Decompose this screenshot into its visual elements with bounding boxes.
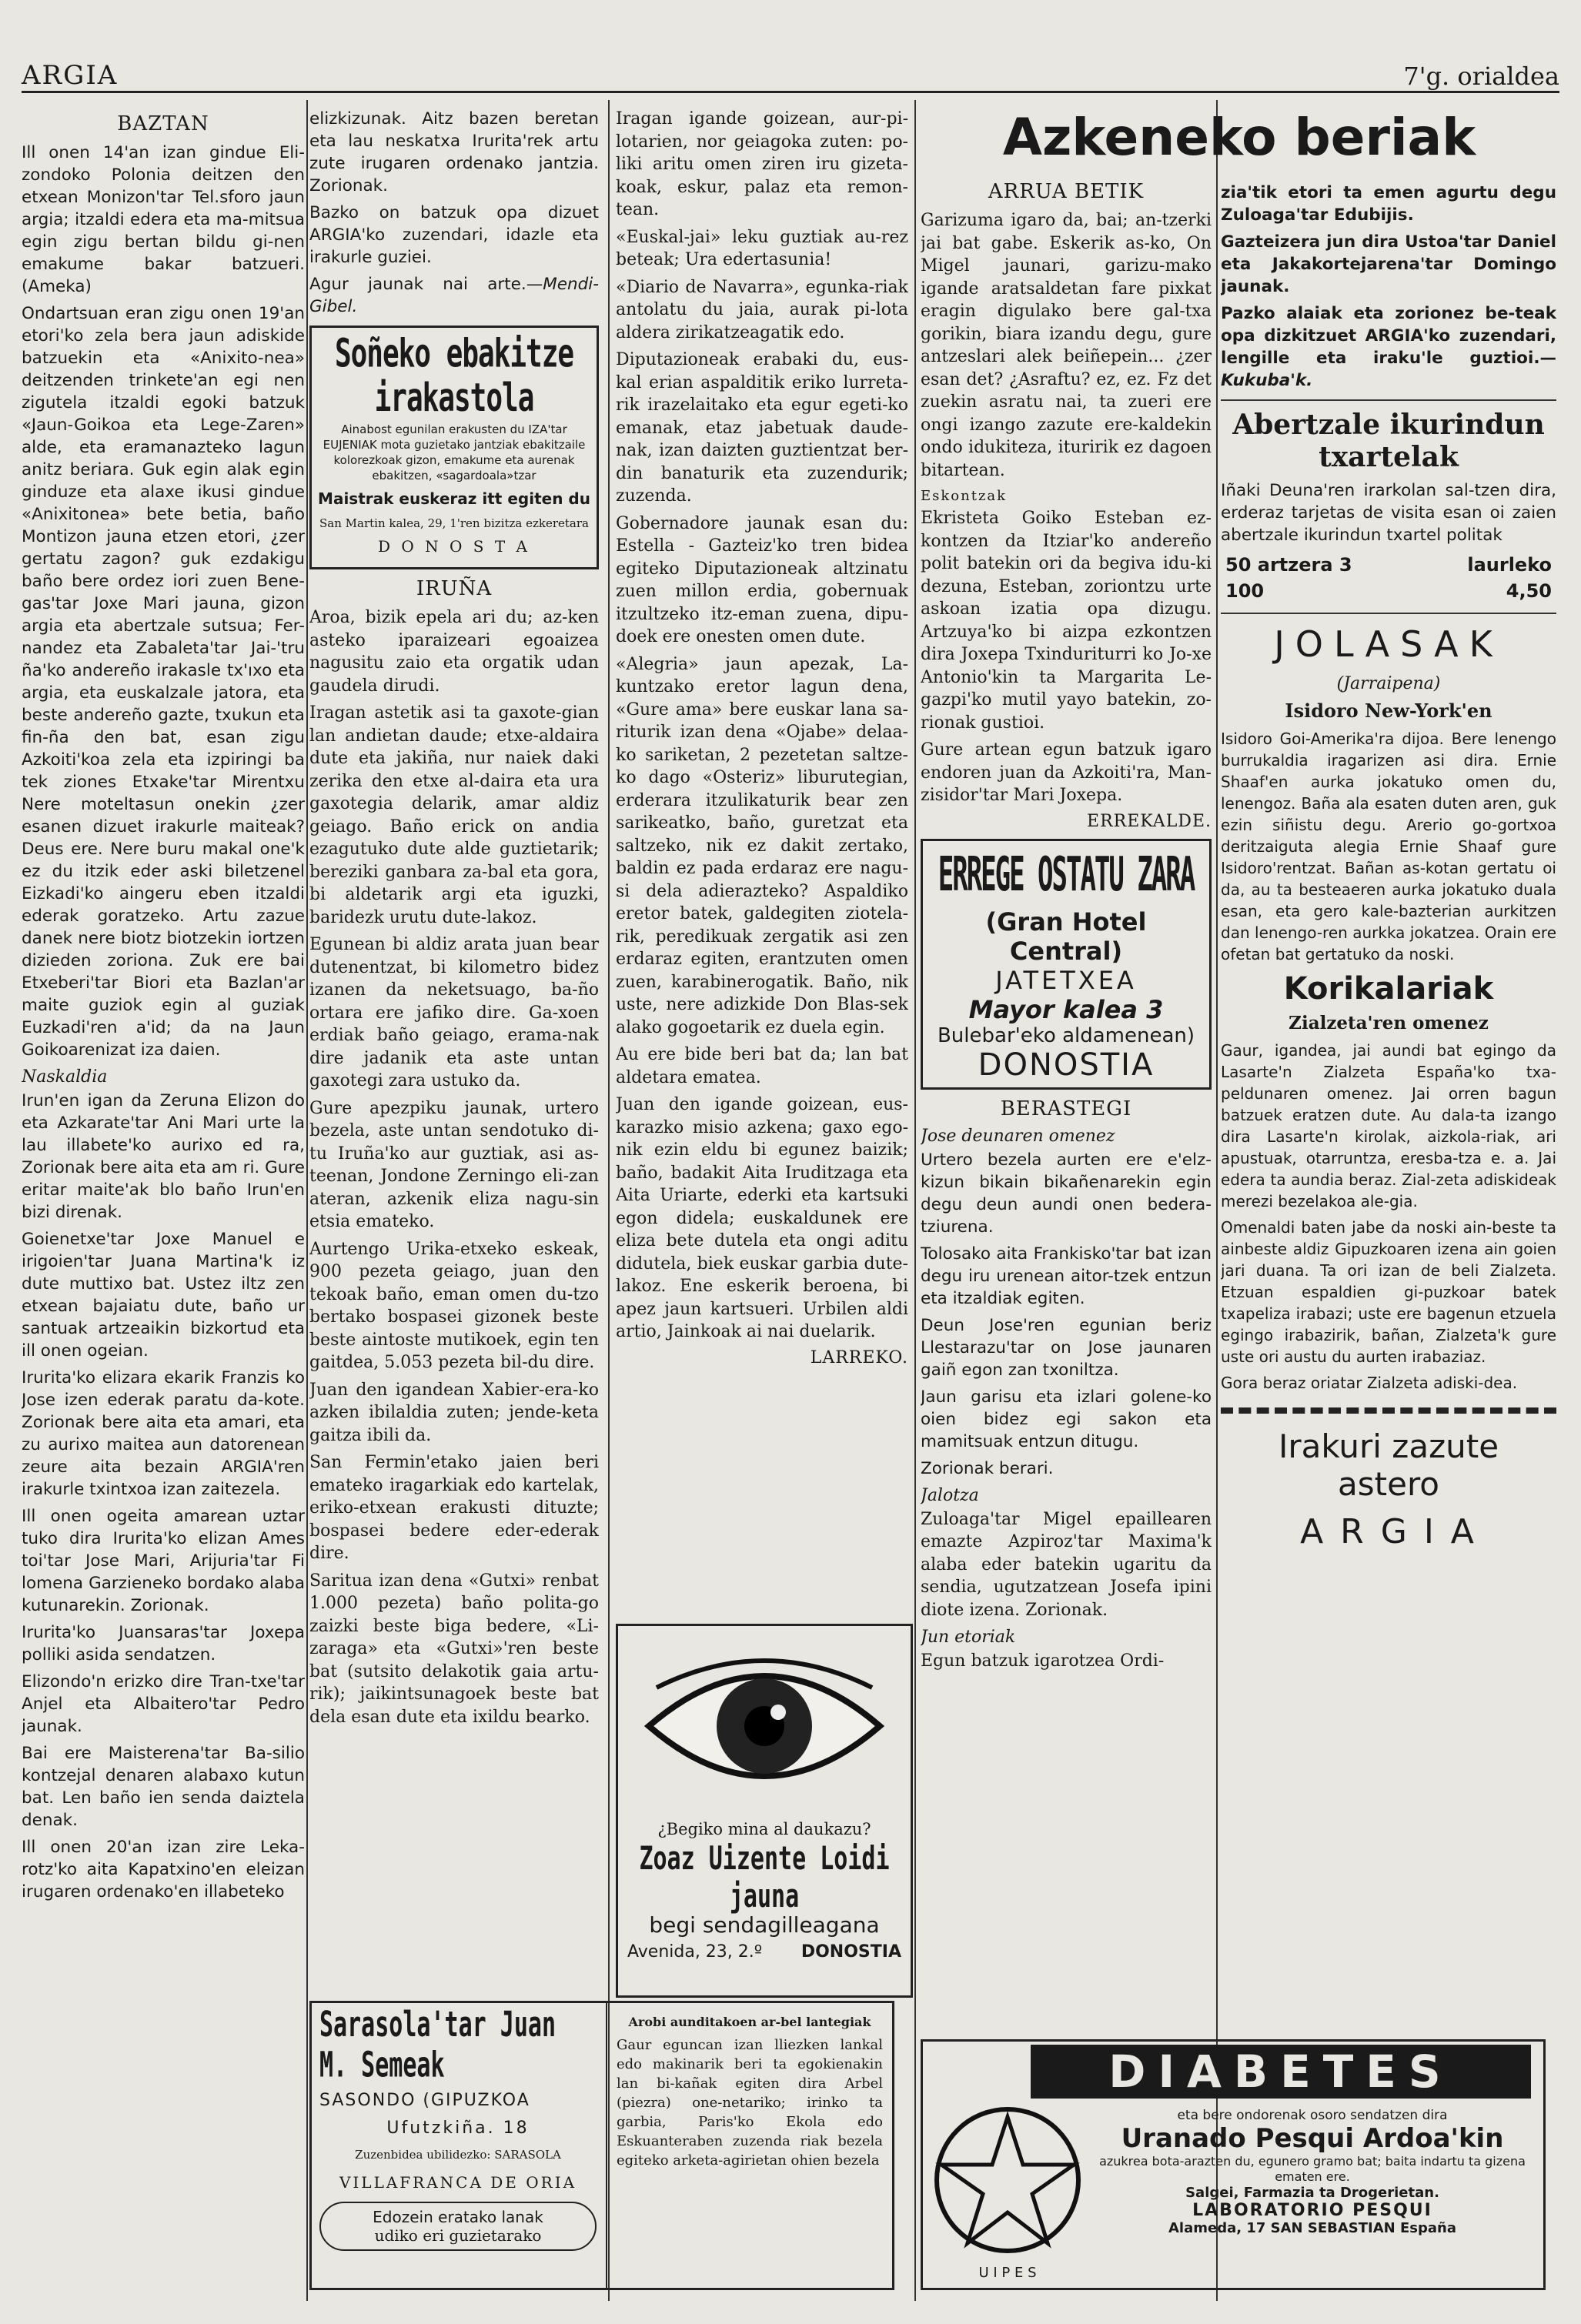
argia-promo-line: Irakuri zazute — [1278, 1427, 1499, 1465]
ad-line: VILLAFRANCA DE ORIA — [339, 2172, 577, 2192]
column-rule — [608, 100, 610, 2301]
section-title-korikalariak: Korikalariak — [1283, 971, 1494, 1007]
article-paragraph: Ill onen ogeita amarean uztar tuko dira Irurita'ko elizan Ames toi'tar Jose Mari, Arijuria'tar Fi lomena Garzieneko bordako alaba kutunarekin. Zorionak. — [22, 1507, 305, 1615]
article-paragraph: Tolosako aita Frankisko'tar bat izan degu iru urenean aitor-tzek entzun eta itzaldiak egiten. — [921, 1244, 1212, 1308]
argia-promo-line: astero — [1338, 1465, 1439, 1503]
ad-line: Mayor kalea 3 — [968, 994, 1164, 1024]
ad-title: ERREGE OSTATU ZARA — [938, 846, 1195, 903]
article-paragraph: Aroa, bizik epela ari du; az-ken asteko iparaizeari egoaizea nagusitu zaio eta orgatik udan gaudela dirudi. — [309, 608, 599, 696]
article-paragraph: Iragan igande goizean, aur-pi-lotarien, nor geiagoka zuten: po-liki aritu omen ziren iru gizeta-koak, eskur, palaz eta remon-tean. — [616, 109, 908, 219]
article-paragraph: Gobernadore jaunak esan du: Estella - Gazteiz'ko tren bidea egiteko Diputazioneak altzinatu zuen millon erdia, gobernuak itzultzeko itz-eman zuena, dipu-doek ere onesten omen dute. — [616, 513, 908, 646]
article-paragraph: San Fermin'etako jaien beri emateko iragarkiak edo kartelak, eriko-etxean erakusti dituzte; bospasei bedere eder-ederak dire. — [309, 1453, 599, 1563]
author-signature: LARREKO. — [810, 1347, 908, 1367]
article-paragraph: Garizuma igaro da, bai; an-tzerki jai bat gabe. Eskerik as-ko, On Migel jaunari, garizu-mako igande aratsaldetan fare pixkat eragin digulako bere gal-txa gorikin, biara izandu degu, gure antzeslari alek beiñepein... ¿zer esan det? ¿Asraftu? ez, ez. Fz det zuekin asratu nai, ta zueri ere ongi izango zazute ere-kaldekin ondo idukiteza, ituririk ez dagoen bitartean. — [921, 211, 1212, 480]
article-paragraph: Zuloaga'tar Migel epaillearen emazte Azpiroz'tar Maxima'k alaba eder batekin ugaritu da sendia, ugutzatzean Josefa ipini diote izena. Zorionak. — [921, 1509, 1212, 1620]
article-paragraph: Aurtengo Urika-etxeko eskeak, 900 pezeta geiago, juan den tekoak baño, eman omen du-tzo bertako bospasei gizonek beste beste aintoste mutikoek, egin ten gaitdea, 5.053 pezeta bil-du dire. — [309, 1239, 599, 1372]
article-paragraph: Ondartsuan eran zigu onen 19'an etori'ko zela bera jaun adiskide batzuekin eta «Anixito-nea» deitzenden trinkete'an egi nen zigutela itzaldi egoki batzuk «Jaun-Goikoa eta Lege-Zaren» alde, eta eramanazteko lagun anitz beriara. Guk egin alak egin ginduze eta alaxe ikusi gindue «Anixitonea» bete betia, baño Montizon jauna etzen etori, ¿zer gertatu zagon? guk ezdakigu baño bere ordez iori zuen Bene-gas'tar Joxe Mari jauna, gizon argia eta abertzale sutsua; Fer-nandez eta Zabaleta'tar Jai-'tru ña'ko andereño irakasle tx'ıxo eta argia, eta euskalzale jatora, eta beste andereño gazte, txukun eta fin-ña den bat, esan zigu Azkoiti'koa zela eta izpiringi ba tek ziones Etxake'tar Mirentxu Nere moteltasun onekin ¿zer esanen dizuet irakurle maiteak? Deus ere. Nere buru makal one'k ez du itzik eder aski biletzenel Eizkadi'ko aingeru eben itzaldi ederak goratzeko. Artu zazue danek nere biotz biotzekin iortzen dizieden zoriona. Zuk ere bai Etxeberi'tar Biori eta Bazlan'ar maite guziok egin al guziak Euzkadi'ren a'id; da na Jaun Goikoarenizat iza daien. — [22, 304, 305, 1060]
article-paragraph — [309, 273, 599, 318]
article-paragraph: Diputazioneak erabaki du, eus-kal erian aspalditik eriko lurreta-rik irazelaitako eta egur egeti-ko emanak, etaz jabetuak daude-nak, izan daizten guztientzat ber-din banaturik eta zuzendurik; zuzenda. — [616, 350, 908, 506]
ad-line: JATETXEA — [995, 965, 1137, 995]
ad-line: Zuzenbidea ubilidezko: SARASOLA — [355, 2148, 561, 2162]
article-paragraph: Gora beraz oriatar Zialzeta adiski-dea. — [1221, 1374, 1518, 1392]
ad-oval — [319, 2202, 597, 2251]
ad-line: Alameda, 17 SAN SEBASTIAN España — [1168, 2220, 1456, 2236]
ad-street: Avenida, 23, 2.º — [627, 1942, 763, 1962]
article-paragraph: Goienetxe'tar Joxe Manuel e irigoien'tar Juana Martina'k iz dute muttixo bat. Ustez iltz zen etxean bajaiatu dute, baño ur santuak artzeaikin bizkortud eta ill onen ogeian. — [22, 1230, 305, 1361]
subheading: Jun etoriak — [921, 1628, 1016, 1647]
article-paragraph: Iñaki Deuna'ren irarkolan sal-tzen dira, erderaz tarjetas de visita esan oi zaien abertzale ikurindun txartel politak — [1221, 481, 1556, 545]
page-number: 7'g. orialdea — [1403, 62, 1559, 91]
article-paragraph: Gaur, igandea, jai aundi bat egingo da Lasarte'n Zialzeta España'ko txa-peldunaren omenez. Jai orren bagun batzuek eratzen dute. Au dala-ta izango dira Lasarte'n kirolak, aizkola-riak, ari apustuak, otarruntza, eresba-tza e. a. Jai edera ta aundia beraz. Zial-zeta adiskideak merezi bezelakoa ale-gia. — [1221, 1041, 1556, 1210]
price-value: laurleko — [1467, 554, 1552, 576]
article-paragraph: Iragan astetik asi ta gaxote-gian lan andietan daude; etxe-aldaira dute eta jakiña, nur naiek daki zerika den etxe al-daira eta ura gaxotegia delarik, amar aldiz geiago. Baño erick on andia ezagutuko dute alde guztietarik; bereziki ganbara za-bal eta gora, bi aldetarik argi eta iguzki, baridezk urutu dute-lakoz. — [309, 703, 599, 927]
article-paragraph: Gure apezpiku jaunak, urtero bezela, aste untan sendotuko di-tu Iruña'ko aur guztiak, asi as-teenan, Jondone Zerningo eli-zan ateran, azkenik eliza nagu-sin etsia emateko. — [309, 1098, 599, 1231]
headline-azkeneko-beriak: Azkeneko beriak — [1002, 108, 1476, 167]
ad-oval-line: udiko eri guzietarako — [374, 2226, 542, 2245]
ad-line: DONOSTIA — [978, 1047, 1155, 1083]
column-rule — [306, 100, 308, 2301]
ad-heading: Arobi aunditakoen ar-bel lantegiak — [628, 2015, 871, 2029]
article-paragraph: Saritua izan dena «Gutxi» renbat 1.000 pezeta) baño polita-go zaizki beste biga bedere, «Li-zaraga» eta «Gutxi»'ren beste bat (sutsito delakotik gaia artu-rik); jaikintsunagoek beste bat dela esan dute eta ixildu bearko. — [309, 1571, 599, 1727]
ad-address — [627, 1941, 901, 1964]
author-signature: Mendi-Gibel. — [309, 275, 599, 316]
ad-line: Ufutzkiña. 18 — [386, 2118, 530, 2138]
article-paragraph: Gure artean egun batzuk igaro endoren juan da Azkoiti'ra, Man-zisidor'tar Mari Joxepa. — [921, 740, 1212, 805]
article-paragraph: Irun'en igan da Zeruna Elizon do eta Azkarate'tar Ani Mari urte la lau illabete'ko aurixo ed ra, Zorionak bere aita eta am ri. Gure eritar maite'ak blo baño Irun'en bizi direnak. — [22, 1091, 305, 1222]
hotel-ad — [921, 839, 1212, 1090]
article-paragraph: Zorionak berari. — [921, 1458, 1054, 1478]
price-row — [1222, 579, 1555, 603]
article-paragraph: Deun Jose'ren egunian beriz Llestarazu'tar on Jose jaunaren gaiñ egon zan txoniltza. — [921, 1315, 1212, 1380]
ad-line: LABORATORIO PESQUI — [1192, 2201, 1432, 2220]
ad-divider — [606, 2003, 607, 2288]
article-paragraph: Gazteizera jun dira Ustoa'tar Daniel eta Jakakortejarena'tar Domingo jaunak. — [1221, 232, 1556, 296]
author-signature: ERREKALDE. — [1087, 811, 1212, 831]
article-paragraph: zia'tik etori ta emen agurtu degu Zuloaga'tar Edubijis. — [1221, 183, 1556, 225]
paper-name: ARGIA — [22, 60, 119, 91]
article-paragraph: Ill onen 20'an izan zire Leka-rotz'ko aita Kapatxino'en eleizan irugaren ordenako'en illabeteko — [22, 1838, 305, 1902]
column-4 — [921, 108, 1212, 2301]
ad-title: Zoaz Uizente Loidi jauna — [639, 1839, 890, 1915]
masthead — [22, 54, 1559, 93]
ad-city: DONOSTIA — [801, 1942, 901, 1962]
subheading: Isidoro New-York'en — [1285, 700, 1492, 722]
ad-title: DIABETES — [1031, 2045, 1531, 2099]
article-paragraph: Irurita'ko elizara ekarik Franzis ko Jose izen ederak paratu da-kote. Zorionak bere aita eta amari, eta zu aurixo maitea aun datorenean zeure aita bezain ARGIA'ren irakurle txintxoa izan zaitezela. — [22, 1368, 305, 1499]
ad-caption: ¿Begiko mina al daukazu? — [657, 1820, 871, 1838]
section-subtitle: (Jarraipena) — [1336, 674, 1441, 693]
article-paragraph: «Alegria» jaun apezak, La-kuntzako eretor lagun dena, «Gure ama» bere euskar lana sa-riturik izan dena «Ojabe» delaa-ko sariketan, 2 pezetetan saltze-ko dago «Osteriz» liburutegian, erderara itzulikaturik bear zen sarikeatko, baño, guretzat eta saltzeko, nik ez dakit zertako, baldin ez pada erdaraz ere nagu-si dela adierazteko? Aspaldiko eretor batek, galdegiten ziotela-rik, peredikuak zergatik asi zen erdaraz egiten, erantzuten omen zuen, karabinerogatik. Baño, nik uste, nere adizkide Don Blas-sek alako gogoetarik ez duela egin. — [616, 654, 908, 1037]
eye-icon — [641, 1641, 887, 1811]
subheading: Jalotza — [921, 1485, 979, 1505]
ad-subtitle: begi sendagilleagana — [649, 1912, 880, 1938]
ad-title: Sarasola'tar Juan M. Semeak — [319, 2005, 557, 2086]
price-qty: 50 artzera 3 — [1225, 554, 1352, 576]
article-paragraph: Bai ere Maisterena'tar Ba-silio kontzejal denaren alabaxo kutun bat. Len baño ien senda daiztela denak. — [22, 1744, 305, 1830]
ad-body: Gaur eguncan izan lliezken lankal edo makinarik beri ta egokienakin lan bi-kañak egiten dira Arbel (piezra) one-netariko; irinko ta garbia, Paris'ko Ekola edo Eskuanteraben zuzenda riak bezela egiteko arketa-agirietan ohien bezela — [617, 2037, 883, 2169]
ad-address: San Martin kalea, 29, 1'ren bizitza ezkeretara — [319, 516, 589, 530]
star-logo-letters: U I P E S — [978, 2265, 1037, 2281]
article-paragraph: Bazko on batzuk opa dizuet ARGIA'ko zuzendari, idazle eta irakurle guziei. — [309, 203, 599, 267]
ad-line: SASONDO (GIPUZKOA — [319, 2091, 530, 2110]
section-title-berastegi: BERASTEGI — [1000, 1097, 1132, 1120]
ad-subtitle: (Gran Hotel Central) — [985, 907, 1147, 966]
sarasola-ad — [309, 2001, 894, 2290]
article-paragraph: Jaun garisu eta izlari golene-ko oien bidez egi sakon eta mamitsuak entzun ditugu. — [921, 1387, 1212, 1451]
subheading: Naskaldia — [22, 1067, 108, 1087]
ad-product: Uranado Pesqui Ardoa'kin — [1121, 2123, 1504, 2154]
column-2 — [309, 108, 599, 2001]
column-1 — [22, 108, 305, 2301]
sewing-school-ad — [309, 326, 599, 569]
argia-promo-name: A R G I A — [1300, 1512, 1477, 1551]
column-3 — [616, 108, 908, 1616]
eye-doctor-ad — [616, 1624, 913, 1998]
closing-text: Agur jaunak nai arte.— — [309, 275, 543, 294]
price-row — [1222, 553, 1555, 577]
column-rule — [1216, 100, 1218, 2301]
article-paragraph: Urtero bezela aurten ere e'elz-kizun bikain bikañenarekin egin degu deun aundi onen bedera-tziurena. — [921, 1150, 1212, 1237]
article-paragraph: Ekristeta Goiko Esteban ez-kontzen da Itziar'ko andereño polit batekin ori da begiva idu-ki dezuna, Esteban, zoriontzu urte askoan izatia opa dizugu. Artzuya'ko bi aizpa ezkontzen dira Joxepa Txinduriturri ko Jo-xe Antonio'kin ta Margarita Le-gazpi'ko mutil yayo batekin, zo-rionak gustioi. — [921, 509, 1212, 733]
star-logo-icon — [931, 2103, 1085, 2257]
ad-line: Bulebar'eko aldamenean) — [937, 1023, 1195, 1047]
article-paragraph: Juan den igandean Xabier-era-ko azken ibilaldia zuten; jende-keta gaitza ibili da. — [309, 1380, 599, 1445]
divider — [1221, 399, 1556, 401]
diabetes-ad — [921, 2039, 1546, 2290]
article-paragraph: Au ere bide beri bat da; lan bat aldetara ematea. — [616, 1045, 908, 1087]
price-qty: 100 — [1225, 580, 1265, 602]
article-paragraph: Egunean bi aldiz arata juan bear dutenentzat, bi kilometro bidez izanen da neketsuago, ba-ño ortara ere jafiko dire. Ga-xoen erdiak baño geiago, erama-nak dire jadanik eta aste untan gaxotegi zara ustuko da. — [309, 935, 599, 1090]
article-paragraph: Omenaldi baten jabe da noski ain-beste ta ainbeste aldiz Gipuzkoaren izena ain goien jari duana. Ta ori izan de beli Zialzeta. Etzuan espaldien gi-puzkoar batek txapeliza irabazi; uste ere bagenun etzuela egingo irabazirik, bañan, Zialzeta'k gure uste ori austu du aurten irabaziaz. — [1221, 1218, 1556, 1366]
article-paragraph: «Euskal-jai» leku guztiak au-rez beteak; Ura edertasunia! — [616, 227, 908, 269]
article-paragraph — [1221, 302, 1556, 392]
article-paragraph: Elizondo'n erizko dire Tran-txe'tar Anjel eta Albaitero'tar Pedro jaunak. — [22, 1672, 305, 1736]
column-rule — [914, 100, 916, 2301]
ad-city: D O N O S T A — [378, 536, 530, 556]
article-paragraph: Ill onen 14'an izan gindue Eli-zondoko Polonia deitzen den etxean Monizon'tar Tel.sforo jaun argia; itzaldi edera eta ma-mitsua egin zigu bertan bildu gi-nen emakume bakar batzueri. (Ameka) — [22, 143, 305, 296]
subheading: Eskontzak — [921, 488, 1008, 504]
article-paragraph: Irurita'ko Juansaras'tar Joxepa polliki asida sendatzen. — [22, 1623, 305, 1665]
divider — [1221, 1407, 1556, 1414]
article-paragraph: elizkizunak. Aitz bazen beretan eta lau neskatxa Irurita'rek artu zute irugaren ordenako jantzia. Zorionak. — [309, 109, 599, 195]
ad-line: azukrea bota-arazten du, egunero gramo bat; baita indartu ta gizena ematen ere. — [1099, 2154, 1526, 2184]
price-value: 4,50 — [1506, 580, 1552, 602]
ad-title: Soñeko ebakitze irakastola — [334, 332, 574, 421]
ad-line: Salgei, Farmazia ta Drogerietan. — [1185, 2185, 1439, 2201]
ad-bold-line: Maistrak euskeraz itt egiten du — [318, 489, 590, 508]
section-title-jolasak: JOLASAK — [1274, 623, 1503, 665]
article-paragraph: Juan den igande goizean, eus-karazko misio azkena; gaxo ego-nik ezin eldu bi egunez baizik; baño, badakit Aita Iruditzaga eta Aita Uriarte, ederki eta kartsuki egon didela; euskaldunek ere eliza bete dutela eta ongi aditu didutela, biek euskar garbia dute-lakoz. Ene eskerik beroena, bi apez jaun kartsueri. Urbilen aldi artio, Jainkoak ai nai duelarik. — [616, 1095, 908, 1341]
closing-text: Pazko alaiak eta zorionez be-teak opa dizkitzuet ARGIA'ko zuzendari, lengille eta iraku'le guztioi.— — [1221, 304, 1556, 368]
subheading: Zialzeta'ren omenez — [1289, 1013, 1489, 1033]
price-table — [1221, 551, 1556, 605]
ad-oval-line: Edozein eratako lanak — [373, 2208, 543, 2226]
ad-line: eta bere ondorenak osoro sendatzen dira — [1177, 2108, 1448, 2123]
section-title-baztan: BAZTAN — [117, 112, 209, 135]
column-5 — [1221, 182, 1556, 2301]
subheading: Jose deunaren omenez — [921, 1126, 1115, 1146]
section-title-arrua: ARRUA BETIK — [988, 180, 1145, 203]
article-paragraph: «Diario de Navarra», egunka-riak antolatu du jaia, aurak pi-lota aldera zirikatzeagatik edo. — [616, 277, 908, 342]
section-title-iruna: IRUÑA — [416, 577, 493, 600]
author-signature: Kukuba'k. — [1221, 371, 1313, 390]
article-paragraph: Egun batzuk igarotzea Ordi- — [921, 1651, 1165, 1671]
article-paragraph: Isidoro Goi-Amerika'ra dijoa. Bere lenengo burrukaldia iragarizen asi dira. Ernie Shaaf'en aurka jokatuko omen du, lenengoz. Baña ala esaten duten aren, guk ezin siñistu degu. Arerio go-gortxoa deritzaiguta alegia Ernie Shaaf gure Isidoro'rentzat. Bañan as-kotan gertatu oi da, au ta besteaeren aurka jokatuko duala esan, eta gero kale-bazterian aurkitzen dan lenengo-ren aurkka jokatzea. Orain ere ofetan bat gertatuko da noski. — [1221, 730, 1556, 963]
ad-body: Ainabost egunilan erakusten du IZA'tar EUJENIAK mota guzietako jantziak ebakitzaile kolorezkoak gizon, emakume eta aurenak ebakitzen, «sagardoala»tzar — [323, 422, 586, 482]
divider — [1221, 613, 1556, 614]
section-title-txartelak: Abertzale ikurindun txartelak — [1232, 409, 1545, 473]
